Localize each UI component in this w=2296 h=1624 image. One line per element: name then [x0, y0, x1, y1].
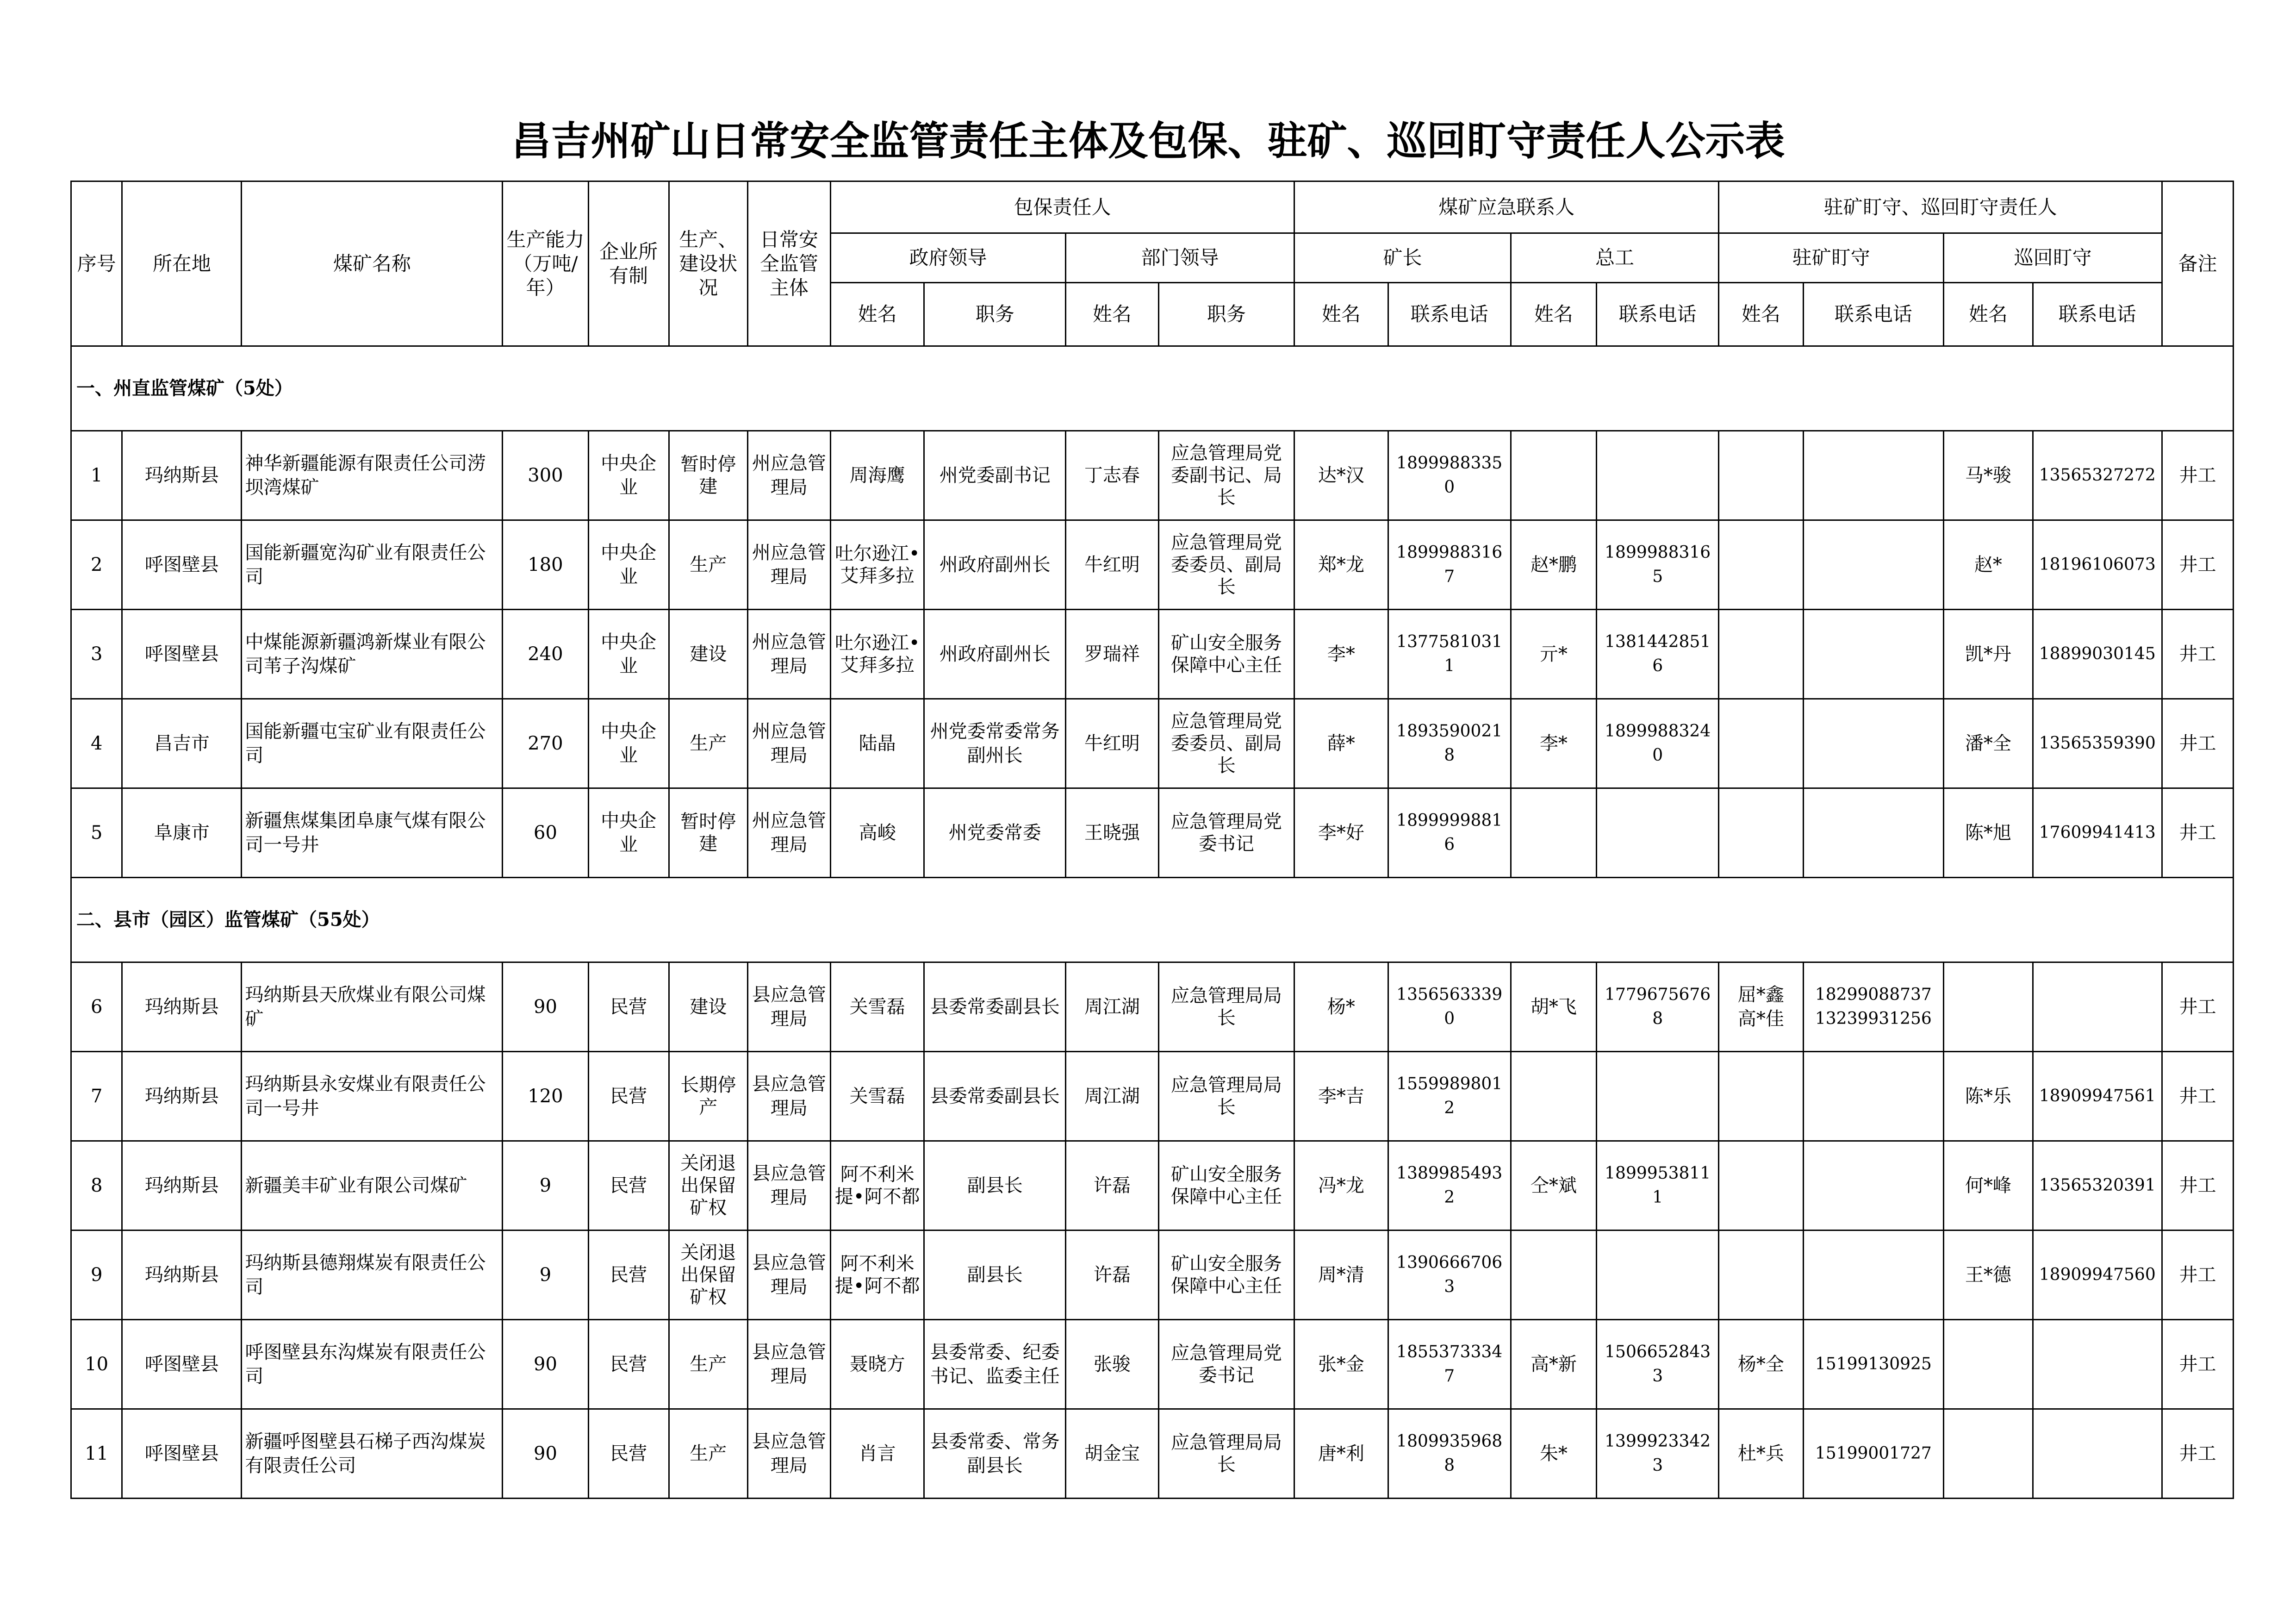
dept-leader-name-cell: 张骏 [1066, 1320, 1158, 1409]
remark-cell: 井工 [2162, 1141, 2233, 1230]
seq-cell: 7 [71, 1052, 122, 1141]
gov-leader-position-cell: 县委常委副县长 [924, 962, 1066, 1052]
gov-leader-position-cell: 州政府副州长 [924, 520, 1066, 610]
dept-leader-name-cell: 胡金宝 [1066, 1409, 1158, 1499]
mine-head-name-cell: 李* [1294, 610, 1388, 699]
zhukuang-phone-cell [1803, 1052, 1944, 1141]
mine-name-cell: 中煤能源新疆鸿新煤业有限公司苇子沟煤矿 [242, 610, 503, 699]
remark-cell: 井工 [2162, 1230, 2233, 1320]
gov-leader-name-cell: 周海鹰 [830, 431, 924, 520]
dept-leader-position-cell: 应急管理局党委书记 [1158, 788, 1294, 878]
chief-engineer-phone-cell: 17796756768 [1597, 962, 1719, 1052]
xunhui-phone-cell [2033, 1320, 2162, 1409]
header-remarks: 备注 [2162, 181, 2233, 346]
dept-leader-name-cell: 牛红明 [1066, 699, 1158, 788]
ownership-cell: 民营 [588, 1230, 669, 1320]
location-cell: 呼图壁县 [122, 610, 242, 699]
dept-leader-name-cell: 牛红明 [1066, 520, 1158, 610]
header-dept-name: 姓名 [1066, 283, 1158, 346]
status-cell: 长期停产 [669, 1052, 747, 1141]
table-row [71, 431, 2234, 520]
gov-leader-position-cell: 县委常委、纪委书记、监委主任 [924, 1320, 1066, 1409]
mine-head-phone-cell: 18999883167 [1388, 520, 1511, 610]
table-body [71, 346, 2234, 1499]
header-mine-head: 矿长 [1294, 233, 1511, 283]
supervisor-cell: 县应急管理局 [747, 1141, 830, 1230]
mine-head-name-cell: 冯*龙 [1294, 1141, 1388, 1230]
dept-leader-position-cell: 应急管理局党委委员、副局长 [1158, 699, 1294, 788]
table-row [71, 610, 2234, 699]
xunhui-phone-cell: 13565327272 [2033, 431, 2162, 520]
xunhui-phone-cell: 18909947561 [2033, 1052, 2162, 1141]
capacity-cell: 9 [503, 1230, 588, 1320]
xunhui-name-cell: 马*骏 [1944, 431, 2033, 520]
section-title: 一、州直监管煤矿（5处） [71, 346, 2234, 431]
mine-name-cell: 新疆呼图壁县石梯子西沟煤炭有限责任公司 [242, 1409, 503, 1499]
header-mh-name: 姓名 [1294, 283, 1388, 346]
header-dept-leader: 部门领导 [1066, 233, 1294, 283]
chief-engineer-phone-cell [1597, 1230, 1719, 1320]
capacity-cell: 270 [503, 699, 588, 788]
gov-leader-name-cell: 阿不利米提•阿不都 [830, 1230, 924, 1320]
dept-leader-position-cell: 应急管理局局长 [1158, 962, 1294, 1052]
gov-leader-position-cell: 县委常委、常务副县长 [924, 1409, 1066, 1499]
ownership-cell: 民营 [588, 1141, 669, 1230]
table-row [71, 1052, 2234, 1141]
dept-leader-position-cell: 应急管理局党委书记 [1158, 1320, 1294, 1409]
chief-engineer-name-cell: 胡*飞 [1511, 962, 1596, 1052]
xunhui-name-cell [1944, 962, 2033, 1052]
zhukuang-name-cell [1719, 520, 1803, 610]
remark-cell: 井工 [2162, 431, 2233, 520]
zhukuang-phone-cell [1803, 699, 1944, 788]
header-gov-leader: 政府领导 [830, 233, 1065, 283]
zhukuang-name-cell: 杨*全 [1719, 1320, 1803, 1409]
dept-leader-name-cell: 丁志春 [1066, 431, 1158, 520]
gov-leader-name-cell: 关雪磊 [830, 1052, 924, 1141]
remark-cell: 井工 [2162, 788, 2233, 878]
xunhui-phone-cell: 13565320391 [2033, 1141, 2162, 1230]
remark-cell: 井工 [2162, 1320, 2233, 1409]
header-zk-name: 姓名 [1719, 283, 1803, 346]
xunhui-phone-cell [2033, 1409, 2162, 1499]
xunhui-name-cell [1944, 1320, 2033, 1409]
mine-name-cell: 神华新疆能源有限责任公司涝坝湾煤矿 [242, 431, 503, 520]
xunhui-phone-cell: 13565359390 [2033, 699, 2162, 788]
seq-cell: 3 [71, 610, 122, 699]
header-zk-phone: 联系电话 [1803, 283, 1944, 346]
zhukuang-phone-cell [1803, 610, 1944, 699]
table-row [71, 788, 2234, 878]
chief-engineer-name-cell: 赵*鹏 [1511, 520, 1596, 610]
mine-head-name-cell: 李*好 [1294, 788, 1388, 878]
chief-engineer-phone-cell: 18999883165 [1597, 520, 1719, 610]
status-cell: 暂时停建 [669, 431, 747, 520]
mine-head-phone-cell: 18999998816 [1388, 788, 1511, 878]
zhukuang-phone-cell [1803, 1141, 1944, 1230]
gov-leader-position-cell: 县委常委副县长 [924, 1052, 1066, 1141]
location-cell: 玛纳斯县 [122, 1052, 242, 1141]
xunhui-phone-cell: 18909947560 [2033, 1230, 2162, 1320]
ownership-cell: 民营 [588, 1052, 669, 1141]
header-xunhui: 巡回盯守 [1944, 233, 2162, 283]
remark-cell: 井工 [2162, 520, 2233, 610]
header-ownership: 企业所有制 [588, 181, 669, 346]
header-seq: 序号 [71, 181, 122, 346]
table-row [71, 1320, 2234, 1409]
supervisor-cell: 县应急管理局 [747, 1409, 830, 1499]
header-zhukuang-group: 驻矿盯守、巡回盯守责任人 [1719, 181, 2162, 233]
xunhui-phone-cell: 18899030145 [2033, 610, 2162, 699]
header-mine-name: 煤矿名称 [242, 181, 503, 346]
supervisor-cell: 县应急管理局 [747, 1320, 830, 1409]
table-row [71, 1141, 2234, 1230]
mine-head-name-cell: 郑*龙 [1294, 520, 1388, 610]
gov-leader-name-cell: 关雪磊 [830, 962, 924, 1052]
status-cell: 生产 [669, 1409, 747, 1499]
dept-leader-position-cell: 矿山安全服务保障中心主任 [1158, 1230, 1294, 1320]
zhukuang-name-cell: 杜*兵 [1719, 1409, 1803, 1499]
location-cell: 呼图壁县 [122, 520, 242, 610]
table-row [71, 1230, 2234, 1320]
mine-head-name-cell: 李*吉 [1294, 1052, 1388, 1141]
xunhui-phone-cell: 18196106073 [2033, 520, 2162, 610]
chief-engineer-name-cell [1511, 431, 1596, 520]
zhukuang-name-cell [1719, 431, 1803, 520]
header-gov-name: 姓名 [830, 283, 924, 346]
dept-leader-position-cell: 应急管理局局长 [1158, 1409, 1294, 1499]
gov-leader-name-cell: 聂晓方 [830, 1320, 924, 1409]
status-cell: 建设 [669, 962, 747, 1052]
chief-engineer-name-cell: 朱* [1511, 1409, 1596, 1499]
status-cell: 生产 [669, 699, 747, 788]
capacity-cell: 9 [503, 1141, 588, 1230]
seq-cell: 9 [71, 1230, 122, 1320]
remark-cell: 井工 [2162, 962, 2233, 1052]
chief-engineer-name-cell: 李* [1511, 699, 1596, 788]
supervisor-cell: 州应急管理局 [747, 788, 830, 878]
gov-leader-position-cell: 州党委常委常务副州长 [924, 699, 1066, 788]
dept-leader-name-cell: 周江湖 [1066, 962, 1158, 1052]
dept-leader-position-cell: 应急管理局党委委员、副局长 [1158, 520, 1294, 610]
seq-cell: 1 [71, 431, 122, 520]
header-zhukuang: 驻矿盯守 [1719, 233, 1944, 283]
xunhui-name-cell: 陈*乐 [1944, 1052, 2033, 1141]
capacity-cell: 240 [503, 610, 588, 699]
location-cell: 呼图壁县 [122, 1409, 242, 1499]
section-title: 二、县市（园区）监管煤矿（55处） [71, 878, 2234, 962]
chief-engineer-phone-cell: 15066528433 [1597, 1320, 1719, 1409]
ownership-cell: 中央企业 [588, 788, 669, 878]
section-row [71, 346, 2234, 431]
mine-head-phone-cell: 13775810311 [1388, 610, 1511, 699]
chief-engineer-phone-cell: 13814428516 [1597, 610, 1719, 699]
remark-cell: 井工 [2162, 699, 2233, 788]
mine-name-cell: 新疆美丰矿业有限公司煤矿 [242, 1141, 503, 1230]
mine-name-cell: 玛纳斯县德翔煤炭有限责任公司 [242, 1230, 503, 1320]
table-row [71, 1409, 2234, 1499]
mine-head-phone-cell: 15599898012 [1388, 1052, 1511, 1141]
seq-cell: 5 [71, 788, 122, 878]
header-xh-name: 姓名 [1944, 283, 2033, 346]
remark-cell: 井工 [2162, 610, 2233, 699]
chief-engineer-name-cell: 亓* [1511, 610, 1596, 699]
dept-leader-position-cell: 矿山安全服务保障中心主任 [1158, 610, 1294, 699]
header-status: 生产、建设状况 [669, 181, 747, 346]
xunhui-name-cell: 王*德 [1944, 1230, 2033, 1320]
status-cell: 暂时停建 [669, 788, 747, 878]
gov-leader-name-cell: 陆晶 [830, 699, 924, 788]
table-row [71, 520, 2234, 610]
status-cell: 生产 [669, 1320, 747, 1409]
seq-cell: 10 [71, 1320, 122, 1409]
header-dept-position: 职务 [1158, 283, 1294, 346]
chief-engineer-phone-cell [1597, 431, 1719, 520]
mine-head-phone-cell: 18999883350 [1388, 431, 1511, 520]
chief-engineer-phone-cell: 18999538111 [1597, 1141, 1719, 1230]
mine-head-phone-cell: 13565633390 [1388, 962, 1511, 1052]
chief-engineer-name-cell: 仝*斌 [1511, 1141, 1596, 1230]
supervisor-cell: 州应急管理局 [747, 520, 830, 610]
section-row [71, 878, 2234, 962]
ownership-cell: 民营 [588, 962, 669, 1052]
mine-head-name-cell: 张*金 [1294, 1320, 1388, 1409]
header-mh-phone: 联系电话 [1388, 283, 1511, 346]
xunhui-name-cell [1944, 1409, 2033, 1499]
location-cell: 阜康市 [122, 788, 242, 878]
location-cell: 玛纳斯县 [122, 962, 242, 1052]
remark-cell: 井工 [2162, 1052, 2233, 1141]
dept-leader-name-cell: 周江湖 [1066, 1052, 1158, 1141]
mine-name-cell: 国能新疆屯宝矿业有限责任公司 [242, 699, 503, 788]
gov-leader-name-cell: 吐尔逊江•艾拜多拉 [830, 610, 924, 699]
xunhui-name-cell: 凯*丹 [1944, 610, 2033, 699]
xunhui-phone-cell [2033, 962, 2162, 1052]
mine-head-name-cell: 杨* [1294, 962, 1388, 1052]
dept-leader-position-cell: 应急管理局局长 [1158, 1052, 1294, 1141]
dept-leader-name-cell: 王晓强 [1066, 788, 1158, 878]
capacity-cell: 60 [503, 788, 588, 878]
gov-leader-position-cell: 副县长 [924, 1230, 1066, 1320]
zhukuang-phone-cell: 18299088737 13239931256 [1803, 962, 1944, 1052]
chief-engineer-name-cell: 高*新 [1511, 1320, 1596, 1409]
dept-leader-name-cell: 许磊 [1066, 1141, 1158, 1230]
xunhui-name-cell: 陈*旭 [1944, 788, 2033, 878]
supervisor-cell: 县应急管理局 [747, 1230, 830, 1320]
mine-head-name-cell: 周*清 [1294, 1230, 1388, 1320]
xunhui-phone-cell: 17609941413 [2033, 788, 2162, 878]
capacity-cell: 90 [503, 1409, 588, 1499]
status-cell: 关闭退出保留矿权 [669, 1141, 747, 1230]
header-capacity: 生产能力（万吨/年） [503, 181, 588, 346]
zhukuang-name-cell [1719, 1141, 1803, 1230]
seq-cell: 11 [71, 1409, 122, 1499]
dept-leader-name-cell: 许磊 [1066, 1230, 1158, 1320]
ownership-cell: 民营 [588, 1320, 669, 1409]
ownership-cell: 中央企业 [588, 610, 669, 699]
header-baobao: 包保责任人 [830, 181, 1294, 233]
dept-leader-name-cell: 罗瑞祥 [1066, 610, 1158, 699]
mine-head-phone-cell: 13906667063 [1388, 1230, 1511, 1320]
mine-head-phone-cell: 18099359688 [1388, 1409, 1511, 1499]
header-xh-phone: 联系电话 [2033, 283, 2162, 346]
mine-name-cell: 玛纳斯县天欣煤业有限公司煤矿 [242, 962, 503, 1052]
status-cell: 建设 [669, 610, 747, 699]
table-row [71, 962, 2234, 1052]
chief-engineer-phone-cell [1597, 1052, 1719, 1141]
dept-leader-position-cell: 应急管理局党委副书记、局长 [1158, 431, 1294, 520]
zhukuang-phone-cell: 15199130925 [1803, 1320, 1944, 1409]
chief-engineer-phone-cell: 18999883240 [1597, 699, 1719, 788]
status-cell: 生产 [669, 520, 747, 610]
dept-leader-position-cell: 矿山安全服务保障中心主任 [1158, 1141, 1294, 1230]
location-cell: 玛纳斯县 [122, 431, 242, 520]
chief-engineer-name-cell [1511, 788, 1596, 878]
mine-name-cell: 新疆焦煤集团阜康气煤有限公司一号井 [242, 788, 503, 878]
location-cell: 呼图壁县 [122, 1320, 242, 1409]
gov-leader-position-cell: 副县长 [924, 1141, 1066, 1230]
location-cell: 玛纳斯县 [122, 1230, 242, 1320]
chief-engineer-name-cell [1511, 1230, 1596, 1320]
header-emergency: 煤矿应急联系人 [1294, 181, 1719, 233]
chief-engineer-phone-cell [1597, 788, 1719, 878]
mine-head-name-cell: 达*汉 [1294, 431, 1388, 520]
status-cell: 关闭退出保留矿权 [669, 1230, 747, 1320]
seq-cell: 4 [71, 699, 122, 788]
table-row [71, 699, 2234, 788]
mine-head-phone-cell: 13899854932 [1388, 1141, 1511, 1230]
seq-cell: 2 [71, 520, 122, 610]
zhukuang-phone-cell [1803, 431, 1944, 520]
remark-cell: 井工 [2162, 1409, 2233, 1499]
page-title: 昌吉州矿山日常安全监管责任主体及包保、驻矿、巡回盯守责任人公示表 [511, 118, 1785, 164]
header-supervisor: 日常安全监管主体 [747, 181, 830, 346]
gov-leader-position-cell: 州政府副州长 [924, 610, 1066, 699]
gov-leader-name-cell: 阿不利米提•阿不都 [830, 1141, 924, 1230]
chief-engineer-name-cell [1511, 1052, 1596, 1141]
zhukuang-name-cell [1719, 1052, 1803, 1141]
capacity-cell: 300 [503, 431, 588, 520]
seq-cell: 6 [71, 962, 122, 1052]
zhukuang-phone-cell [1803, 520, 1944, 610]
capacity-cell: 90 [503, 1320, 588, 1409]
capacity-cell: 180 [503, 520, 588, 610]
gov-leader-name-cell: 肖言 [830, 1409, 924, 1499]
responsibility-table [70, 181, 2234, 1499]
supervisor-cell: 县应急管理局 [747, 962, 830, 1052]
header-ce-phone: 联系电话 [1597, 283, 1719, 346]
ownership-cell: 中央企业 [588, 431, 669, 520]
supervisor-cell: 州应急管理局 [747, 431, 830, 520]
supervisor-cell: 州应急管理局 [747, 699, 830, 788]
location-cell: 玛纳斯县 [122, 1141, 242, 1230]
header-location: 所在地 [122, 181, 242, 346]
header-ce-name: 姓名 [1511, 283, 1596, 346]
mine-head-name-cell: 唐*利 [1294, 1409, 1388, 1499]
gov-leader-position-cell: 州党委常委 [924, 788, 1066, 878]
supervisor-cell: 州应急管理局 [747, 610, 830, 699]
mine-name-cell: 玛纳斯县永安煤业有限责任公司一号井 [242, 1052, 503, 1141]
zhukuang-name-cell [1719, 610, 1803, 699]
ownership-cell: 中央企业 [588, 699, 669, 788]
location-cell: 昌吉市 [122, 699, 242, 788]
xunhui-name-cell: 何*峰 [1944, 1141, 2033, 1230]
capacity-cell: 90 [503, 962, 588, 1052]
zhukuang-name-cell [1719, 699, 1803, 788]
xunhui-name-cell: 赵* [1944, 520, 2033, 610]
header-gov-position: 职务 [924, 283, 1066, 346]
gov-leader-name-cell: 高峻 [830, 788, 924, 878]
seq-cell: 8 [71, 1141, 122, 1230]
zhukuang-phone-cell [1803, 1230, 1944, 1320]
ownership-cell: 中央企业 [588, 520, 669, 610]
header-chief-engineer: 总工 [1511, 233, 1718, 283]
mine-head-phone-cell: 18935900218 [1388, 699, 1511, 788]
zhukuang-name-cell [1719, 788, 1803, 878]
xunhui-name-cell: 潘*全 [1944, 699, 2033, 788]
zhukuang-phone-cell: 15199001727 [1803, 1409, 1944, 1499]
supervisor-cell: 县应急管理局 [747, 1052, 830, 1141]
mine-head-name-cell: 薛* [1294, 699, 1388, 788]
mine-name-cell: 国能新疆宽沟矿业有限责任公司 [242, 520, 503, 610]
chief-engineer-phone-cell: 13999233423 [1597, 1409, 1719, 1499]
zhukuang-name-cell [1719, 1230, 1803, 1320]
zhukuang-phone-cell [1803, 788, 1944, 878]
ownership-cell: 民营 [588, 1409, 669, 1499]
zhukuang-name-cell: 屈*鑫 高*佳 [1719, 962, 1803, 1052]
mine-head-phone-cell: 18553733347 [1388, 1320, 1511, 1409]
capacity-cell: 120 [503, 1052, 588, 1141]
gov-leader-position-cell: 州党委副书记 [924, 431, 1066, 520]
gov-leader-name-cell: 吐尔逊江•艾拜多拉 [830, 520, 924, 610]
mine-name-cell: 呼图壁县东沟煤炭有限责任公司 [242, 1320, 503, 1409]
